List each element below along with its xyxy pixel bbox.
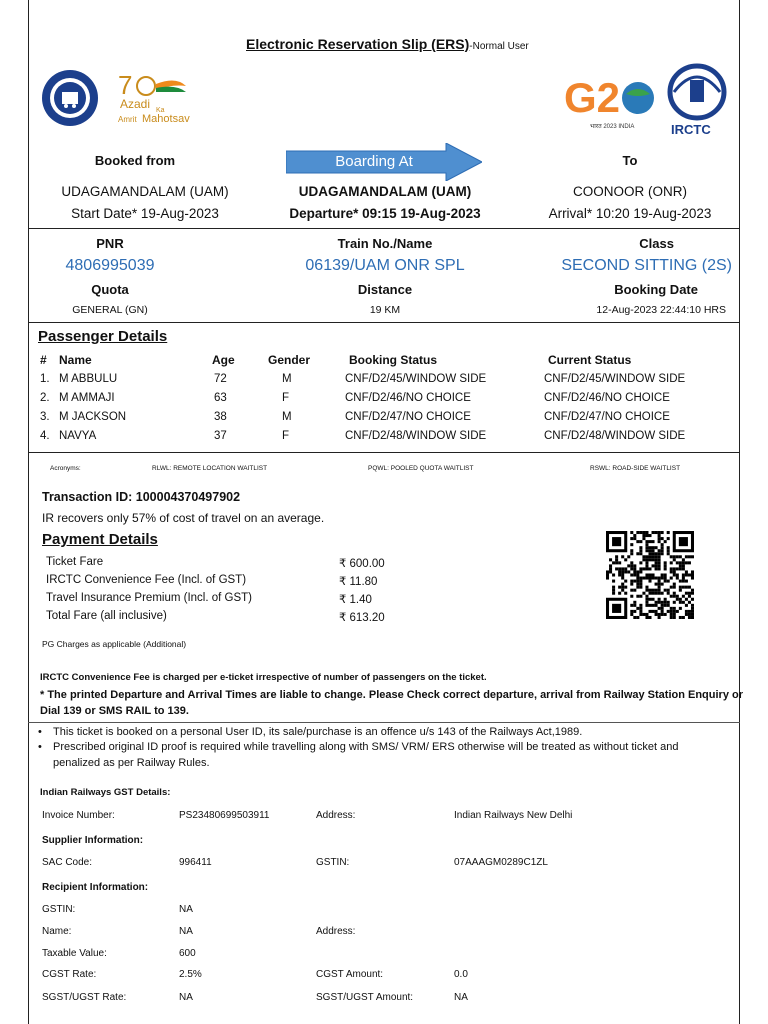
table-cell: M ABBULU [59, 373, 118, 385]
gstin-label: GSTIN: [316, 857, 350, 868]
to-label: To [622, 153, 638, 168]
to-station: COONOOR (ONR) [573, 184, 687, 199]
divider [28, 452, 740, 453]
bullet-icon: • [38, 741, 42, 753]
timing-note-line1: * The printed Departure and Arrival Times are liable to change. Please Check correct departure, arrival from Railway Station Enquiry or [40, 689, 744, 701]
sgst-amount-value: NA [454, 992, 468, 1003]
transaction-id: Transaction ID: 100004370497902 [42, 490, 241, 504]
divider [28, 322, 740, 323]
quota-label: Quota [91, 282, 129, 297]
payment-amount: ₹ 1.40 [339, 594, 372, 606]
svg-text:Azadi: Azadi [120, 97, 151, 111]
cost-recovery-note: IR recovers only 57% of cost of travel on an average. [42, 511, 325, 525]
divider [28, 228, 740, 229]
id-proof-notice-cont: penalized as per Railway Rules. [53, 757, 210, 769]
col-header: Name [59, 353, 92, 367]
sac-label: SAC Code: [42, 857, 93, 868]
recipient-gstin-value: NA [179, 904, 193, 915]
table-cell: NAVYA [59, 430, 97, 442]
train-value: 06139/UAM ONR SPL [305, 257, 465, 274]
cgst-amount-label: CGST Amount: [316, 969, 384, 980]
payment-amount: ₹ 613.20 [339, 612, 385, 624]
supplier-info-title: Supplier Information: [42, 835, 144, 846]
acronym-pqwl: PQWL: POOLED QUOTA WAITLIST [368, 465, 474, 472]
svg-text:Ka: Ka [156, 107, 165, 114]
payment-details-title: Payment Details [42, 531, 158, 548]
table-cell: 1. [40, 373, 50, 385]
table-cell: CNF/D2/47/NO CHOICE [544, 411, 670, 423]
table-cell: 3. [40, 411, 50, 423]
class-value: SECOND SITTING (2S) [561, 257, 732, 274]
departure-time: Departure* 09:15 19-Aug-2023 [289, 206, 481, 221]
booking-date-value: 12-Aug-2023 22:44:10 HRS [596, 304, 726, 316]
taxable-value: 600 [179, 948, 196, 959]
table-cell: M AMMAJI [59, 392, 115, 404]
timing-note-line2: Dial 139 or SMS RAIL to 139. [40, 705, 189, 717]
table-cell: CNF/D2/48/WINDOW SIDE [544, 430, 686, 442]
class-label: Class [639, 236, 674, 251]
invoice-label: Invoice Number: [42, 810, 115, 821]
bullet-icon: • [38, 726, 42, 738]
recipient-gstin-label: GSTIN: [42, 904, 76, 915]
distance-label: Distance [357, 282, 413, 297]
boarding-station: UDAGAMANDALAM (UAM) [298, 184, 472, 199]
from-station: UDAGAMANDALAM (UAM) [61, 184, 229, 199]
svg-text:Amrit: Amrit [118, 115, 137, 124]
recipient-address-label: Address: [316, 926, 356, 937]
col-header: # [40, 353, 47, 367]
table-cell: CNF/D2/45/WINDOW SIDE [544, 373, 686, 385]
indian-railways-logo-icon [40, 68, 100, 128]
table-cell: F [282, 392, 290, 404]
table-cell: M JACKSON [59, 411, 127, 423]
acronym-rlwl: RLWL: REMOTE LOCATION WAITLIST [152, 465, 268, 472]
table-cell: CNF/D2/46/NO CHOICE [345, 392, 471, 404]
table-cell: 38 [214, 411, 227, 423]
convenience-fee-note: IRCTC Convenience Fee is charged per e-ticket irrespective of number of passengers on the ticket. [40, 672, 487, 683]
passenger-details-title: Passenger Details [38, 328, 168, 345]
gst-details-title: Indian Railways GST Details: [40, 787, 171, 798]
train-label: Train No./Name [337, 236, 433, 251]
acronyms-label: Acronyms: [50, 465, 81, 472]
payment-label: Ticket Fare [46, 556, 104, 568]
page-title: Electronic Reservation Slip (ERS)-Normal User [246, 36, 529, 52]
sgst-rate-value: NA [179, 992, 193, 1003]
booking-date-label: Booking Date [614, 282, 698, 297]
table-cell: CNF/D2/48/WINDOW SIDE [345, 430, 487, 442]
pnr-label: PNR [96, 236, 124, 251]
invoice-value: PS23480699503911 [179, 810, 270, 821]
name-value: NA [179, 926, 193, 937]
table-cell: 63 [214, 392, 227, 404]
name-label: Name: [42, 926, 72, 937]
recipient-info-title: Recipient Information: [42, 882, 149, 893]
gstin-supplier-value: 07AAAGM0289C1ZL [454, 857, 548, 868]
col-header: Age [212, 353, 235, 367]
quota-value: GENERAL (GN) [72, 304, 148, 316]
svg-text:IRCTC: IRCTC [671, 122, 711, 136]
pnr-value: 4806995039 [65, 257, 155, 274]
cgst-amount-value: 0.0 [454, 969, 468, 980]
payment-label: IRCTC Convenience Fee (Incl. of GST) [46, 574, 247, 586]
sac-value: 996411 [179, 857, 212, 868]
col-header: Gender [268, 353, 311, 367]
cgst-rate-label: CGST Rate: [42, 969, 97, 980]
col-header: Current Status [548, 353, 632, 367]
payment-amount: ₹ 11.80 [339, 576, 378, 588]
table-cell: M [282, 373, 292, 385]
svg-text:भारत 2023 INDIA: भारत 2023 INDIA [590, 124, 635, 130]
booked-from-label: Booked from [94, 153, 176, 168]
sgst-rate-label: SGST/UGST Rate: [42, 992, 127, 1003]
irctc-logo-icon [664, 62, 730, 136]
table-cell: CNF/D2/45/WINDOW SIDE [345, 373, 487, 385]
col-header: Booking Status [349, 353, 438, 367]
table-cell: CNF/D2/46/NO CHOICE [544, 392, 670, 404]
address-label: Address: [316, 810, 356, 821]
arrival-time: Arrival* 10:20 19-Aug-2023 [548, 206, 712, 221]
table-cell: 37 [214, 430, 227, 442]
payment-amount: ₹ 600.00 [339, 558, 385, 570]
divider [28, 722, 740, 723]
qr-code-icon [606, 531, 694, 619]
table-cell: 4. [40, 430, 50, 442]
table-cell: M [282, 411, 292, 423]
start-date: Start Date* 19-Aug-2023 [71, 206, 219, 221]
payment-label: Total Fare (all inclusive) [46, 610, 167, 622]
acronym-rswl: RSWL: ROAD-SIDE WAITLIST [590, 465, 681, 472]
svg-text:7: 7 [118, 70, 133, 100]
table-cell: 72 [214, 373, 227, 385]
boarding-at-label: Boarding At [335, 153, 413, 170]
table-cell: 2. [40, 392, 50, 404]
resale-notice: This ticket is booked on a personal User ID, its sale/purchase is an offence u/s 143 of the Railways Act,1989. [53, 726, 583, 738]
id-proof-notice: Prescribed original ID proof is required while travelling along with SMS/ VRM/ ERS otherwise will be treated as without ticket and [53, 741, 679, 753]
azadi-ka-amrit-mahotsav-logo-icon [112, 70, 207, 128]
taxable-value-label: Taxable Value: [42, 948, 107, 959]
distance-value: 19 KM [369, 304, 401, 316]
table-cell: CNF/D2/47/NO CHOICE [345, 411, 471, 423]
address-value: Indian Railways New Delhi [454, 810, 573, 821]
g20-logo-icon [562, 72, 658, 132]
payment-label: Travel Insurance Premium (Incl. of GST) [46, 592, 252, 604]
svg-text:Mahotsav: Mahotsav [142, 113, 190, 125]
cgst-rate-value: 2.5% [179, 969, 202, 980]
svg-text:G2: G2 [564, 74, 621, 121]
sgst-amount-label: SGST/UGST Amount: [316, 992, 414, 1003]
pg-charges-note: PG Charges as applicable (Additional) [42, 639, 187, 649]
table-cell: F [282, 430, 290, 442]
